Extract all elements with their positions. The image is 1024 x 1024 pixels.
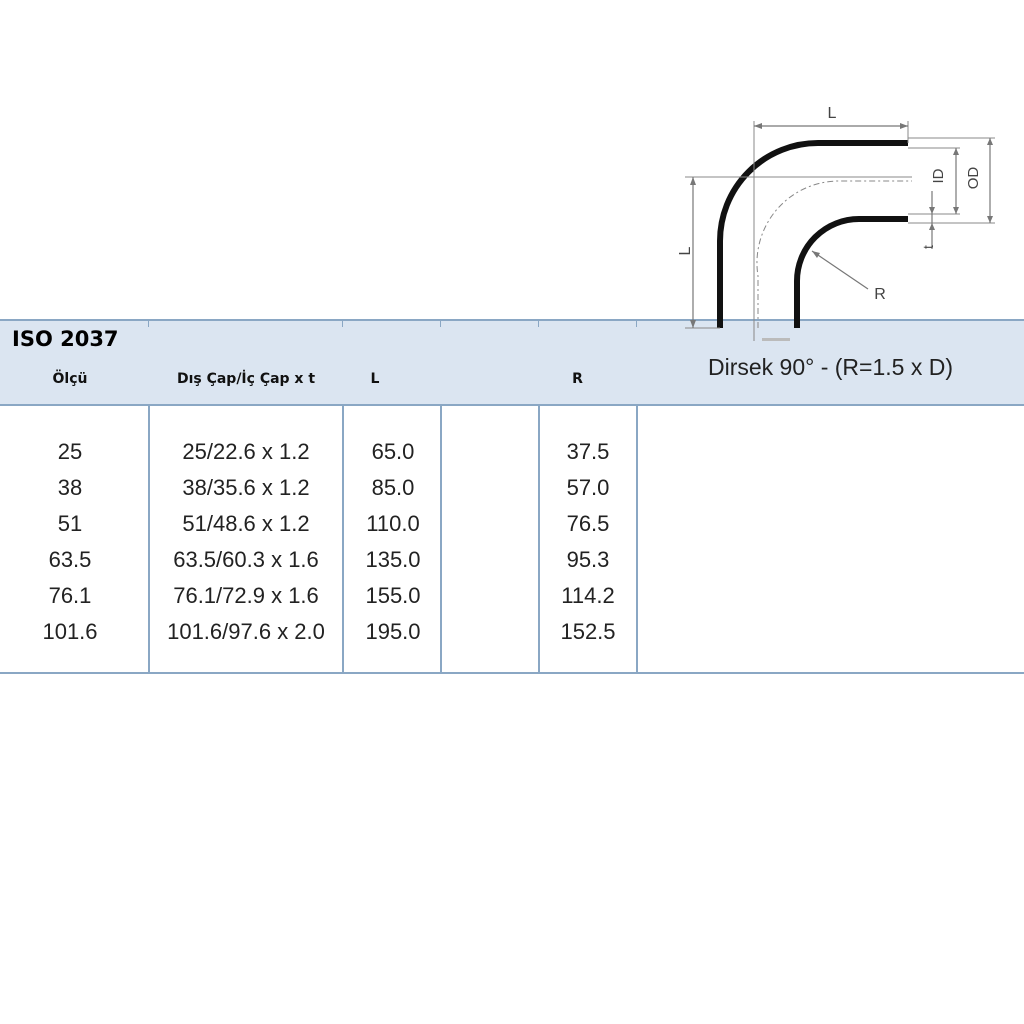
dims-cell: 76.1/72.9 x 1.6 — [173, 583, 319, 608]
size-cell: 63.5 — [48, 547, 92, 572]
header-divider — [148, 321, 149, 327]
label-r: R — [874, 286, 886, 303]
leader-line-r — [812, 251, 868, 289]
size-cell: 25 — [57, 439, 83, 464]
header-divider — [636, 321, 637, 327]
arrowhead — [987, 138, 993, 145]
label-id: ID — [930, 168, 947, 184]
dims-cell: 38/35.6 x 1.2 — [182, 475, 310, 500]
column-divider — [440, 406, 442, 674]
r-cell: 57.0 — [566, 475, 610, 500]
l-cell: 85.0 — [371, 475, 415, 500]
label-t: t — [920, 245, 936, 249]
size-column — [20, 434, 120, 650]
drawing-note — [762, 338, 790, 341]
size-cell: 51 — [57, 511, 83, 536]
size-cell: 76.1 — [48, 583, 92, 608]
arrowhead — [953, 148, 959, 155]
l-cell: 65.0 — [371, 439, 415, 464]
arrowhead — [929, 223, 935, 230]
dims-cell: 101.6/97.6 x 2.0 — [167, 619, 325, 644]
r-cell: 152.5 — [560, 619, 616, 644]
arrowhead — [987, 216, 993, 223]
elbow-drawing — [640, 92, 1024, 352]
r-cell: 37.5 — [566, 439, 610, 464]
elbow-spec-table — [0, 319, 1024, 676]
dims-column — [150, 434, 342, 650]
arrowhead — [929, 207, 935, 214]
l-column — [348, 434, 438, 650]
label-l-top: L — [827, 105, 837, 122]
size-cell: 101.6 — [42, 619, 98, 644]
header-size: Ölçü — [52, 371, 88, 387]
column-divider — [342, 406, 344, 674]
l-cell: 135.0 — [365, 547, 421, 572]
arrowhead — [953, 207, 959, 214]
standard-label: ISO 2037 — [12, 327, 119, 351]
arrowhead — [900, 123, 908, 129]
r-cell: 114.2 — [561, 583, 615, 608]
centerline-arc — [757, 181, 912, 328]
r-cell: 95.3 — [566, 547, 610, 572]
arrowhead — [754, 123, 762, 129]
label-l-left: L — [677, 246, 694, 256]
table-body — [0, 406, 1024, 674]
header-l: L — [370, 371, 380, 387]
size-cell: 38 — [57, 475, 83, 500]
header-divider — [342, 321, 343, 327]
dims-cell: 25/22.6 x 1.2 — [182, 439, 310, 464]
l-cell: 110.0 — [366, 511, 420, 536]
header-divider — [538, 321, 539, 327]
dims-cell: 63.5/60.3 x 1.6 — [173, 547, 319, 572]
header-divider — [440, 321, 441, 327]
elbow-inner-wall — [797, 219, 908, 328]
header-dims: Dış Çap/İç Çap x t — [176, 371, 316, 387]
column-divider — [636, 406, 638, 674]
arrowhead — [812, 251, 820, 258]
label-od: OD — [965, 166, 982, 190]
dims-cell: 51/48.6 x 1.2 — [182, 511, 310, 536]
arrowhead — [690, 320, 696, 328]
r-column — [540, 434, 636, 650]
arrowhead — [690, 177, 696, 185]
l-cell: 195.0 — [365, 619, 421, 644]
r-cell: 76.5 — [566, 511, 610, 536]
header-r: R — [572, 371, 583, 387]
product-title: Dirsek 90° - (R=1.5 x D) — [707, 354, 953, 380]
l-cell: 155.0 — [365, 583, 421, 608]
